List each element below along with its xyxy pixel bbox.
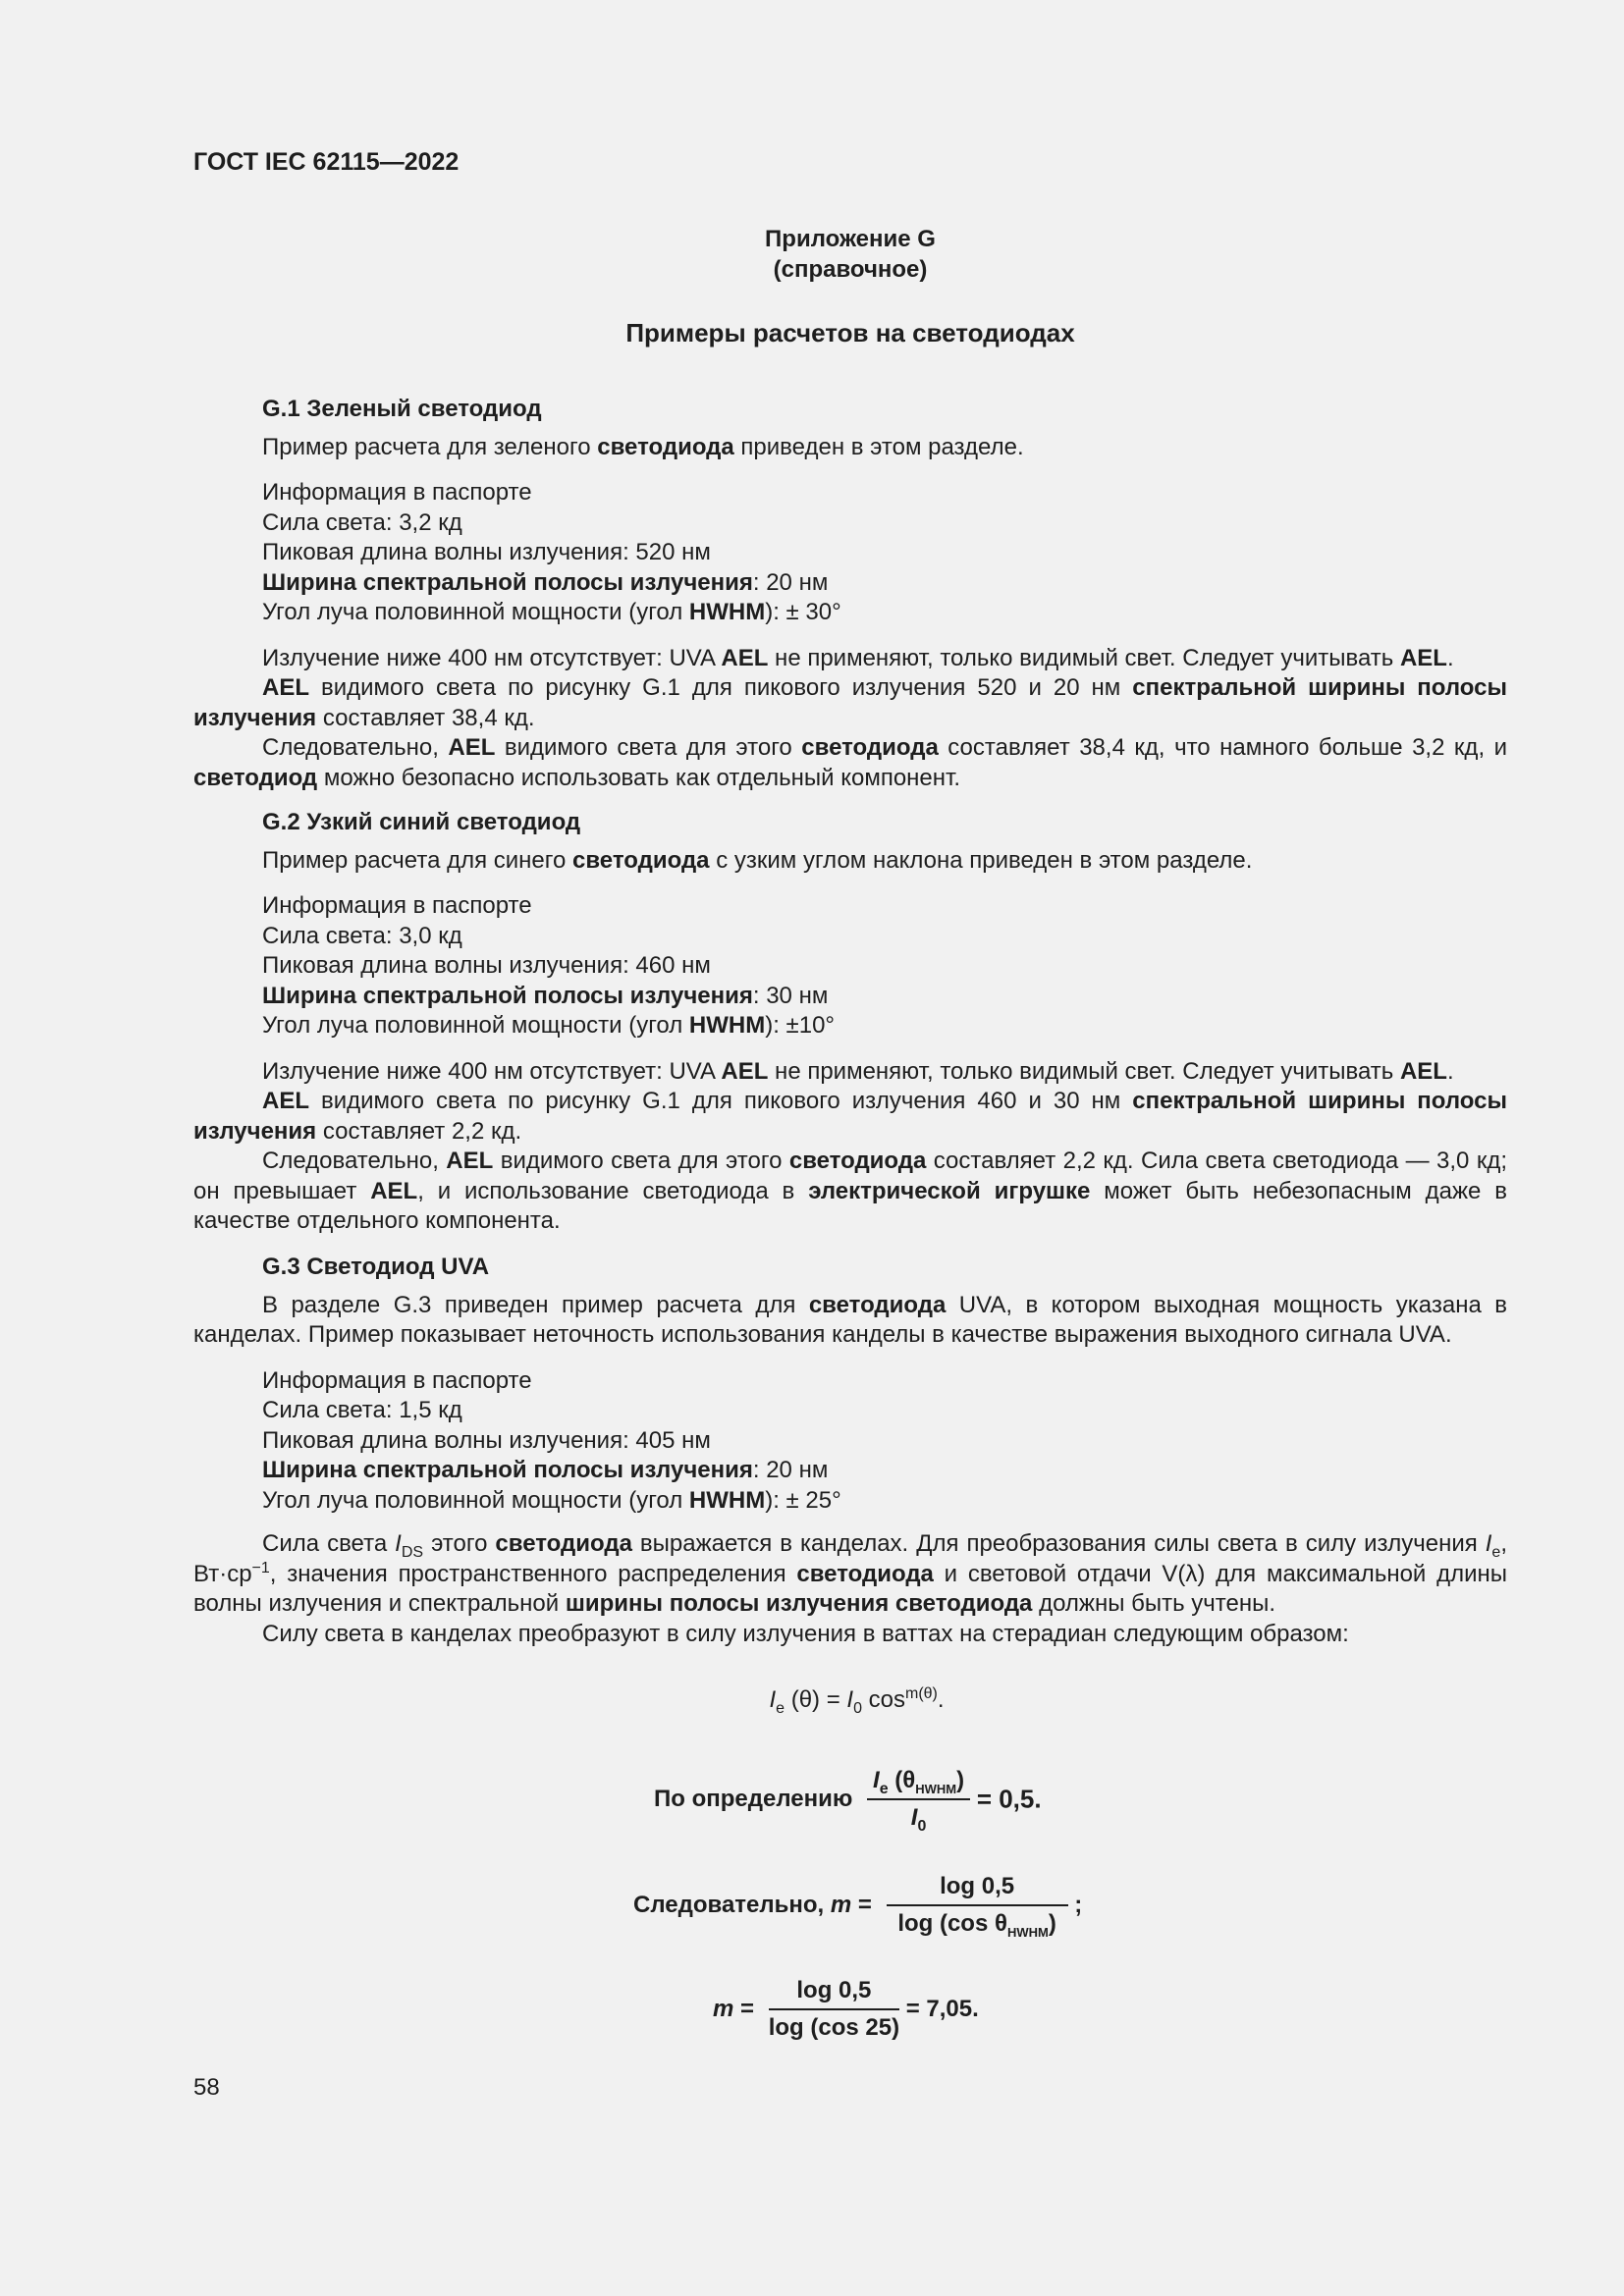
paragraph: В разделе G.3 приведен пример расчета для светодиода UVA, в котором выходная мощность указана в канделах. Пример показывает неточность использования канделы в качестве выражения выходного сигнала UVA. [193, 1291, 1507, 1348]
paragraph: Пример расчета для синего светодиода с узким углом наклона приведен в этом разделе. [262, 846, 1253, 874]
formula-m-result: m = $\frac{\log 0,5}{\log (\cos 25)}$ = 7,05. [713, 1977, 979, 2041]
section-g1 [193, 395, 1507, 793]
datasheet-info: Информация в паспорте [262, 479, 532, 506]
paragraph: Излучение ниже 400 нм отсутствует: UVA AEL не применяют, только видимый свет. Следует учитывать AEL. [262, 1057, 1454, 1085]
datasheet-line: Пиковая длина волны излучения: 405 нм [262, 1426, 711, 1454]
datasheet-line: Угол луча половинной мощности (угол HWHM): ±10° [262, 1012, 836, 1039]
section-g3 [193, 1253, 1507, 1649]
datasheet-line: Пиковая длина волны излучения: 460 нм [262, 952, 711, 979]
paragraph: AEL видимого света по рисунку G.1 для пикового излучения 520 и 20 нм спектральной ширины полосы излучения составляет 38,4 кд. [193, 674, 1507, 731]
datasheet-line: Ширина спектральной полосы излучения: 20 нм [262, 568, 829, 596]
appendix-type: (справочное) [773, 256, 928, 283]
formula-m-derivation: Следовательно, m = $\frac{\log 0,5}{\log (\cos \theta_{HWHM})}$ ; [633, 1873, 1083, 1940]
section-heading: G.1 Зеленый светодиод [262, 396, 542, 422]
page-number: 58 [193, 2074, 220, 2101]
section-g2 [193, 808, 1507, 1237]
paragraph: AEL видимого света по рисунку G.1 для пикового излучения 460 и 30 нм спектральной ширины полосы излучения составляет 2,2 кд. [193, 1088, 1507, 1145]
paragraph: Следовательно, AEL видимого света для этого светодиода составляет 2,2 кд. Сила света светодиода — 3,0 кд; он превышает AEL, и использование светодиода в электрической игрушке может быть небезопасным даже в качестве отдельного компонента. [193, 1148, 1507, 1234]
formula-definition: По определению $\frac{I_e (\theta_{HWHM})}{I_0}$ = 0,5. [654, 1767, 1042, 1835]
datasheet-line: Ширина спектральной полосы излучения: 30 нм [262, 982, 829, 1009]
paragraph: Сила света $I_{DS}$ этого светодиода выражается в канделах. Для преобразования силы света в силу излучения $I_e$, $Вт\cdot ср^{-1}$, значения пространственного распределения светодиода и световой отдачи V(λ) для максимальной длины волны излучения и спектральной ширины полосы излучения светодиода должны быть учтены. [193, 1530, 1508, 1617]
appendix-label: Приложение G [765, 226, 936, 252]
datasheet-line: Угол луча половинной мощности (угол HWHM): ± 25° [262, 1486, 841, 1514]
paragraph: Пример расчета для зеленого светодиода приведен в этом разделе. [262, 433, 1024, 460]
datasheet-info: Информация в паспорте [262, 892, 532, 919]
datasheet-line: Ширина спектральной полосы излучения: 20 нм [262, 1457, 829, 1483]
formula-intensity: $I_e$ $(\theta) = I_0$ $\cos^{m(\theta)}$. [769, 1685, 945, 1717]
document-header: ГОСТ IEC 62115—2022 [193, 148, 460, 176]
datasheet-line: Сила света: 3,0 кд [262, 922, 462, 949]
section-heading: G.2 Узкий синий светодиод [262, 809, 581, 835]
paragraph: Излучение ниже 400 нм отсутствует: UVA AEL не применяют, только видимый свет. Следует учитывать AEL. [262, 644, 1454, 671]
paragraph: Следовательно, AEL видимого света для этого светодиода составляет 38,4 кд, что намного больше 3,2 кд, и светодиод можно безопасно использовать как отдельный компонент. [193, 734, 1508, 791]
datasheet-info: Информация в паспорте [262, 1366, 532, 1394]
datasheet-line: Сила света: 3,2 кд [262, 508, 462, 536]
appendix-title: Примеры расчетов на светодиодах [625, 318, 1075, 347]
datasheet-line: Угол луча половинной мощности (угол HWHM): ± 30° [262, 599, 841, 625]
paragraph: Силу света в канделах преобразуют в силу излучения в ваттах на стерадиан следующим образом: [262, 1620, 1349, 1647]
datasheet-line: Сила света: 1,5 кд [262, 1397, 462, 1423]
section-heading: G.3 Светодиод UVA [262, 1254, 490, 1280]
datasheet-line: Пиковая длина волны излучения: 520 нм [262, 539, 711, 565]
